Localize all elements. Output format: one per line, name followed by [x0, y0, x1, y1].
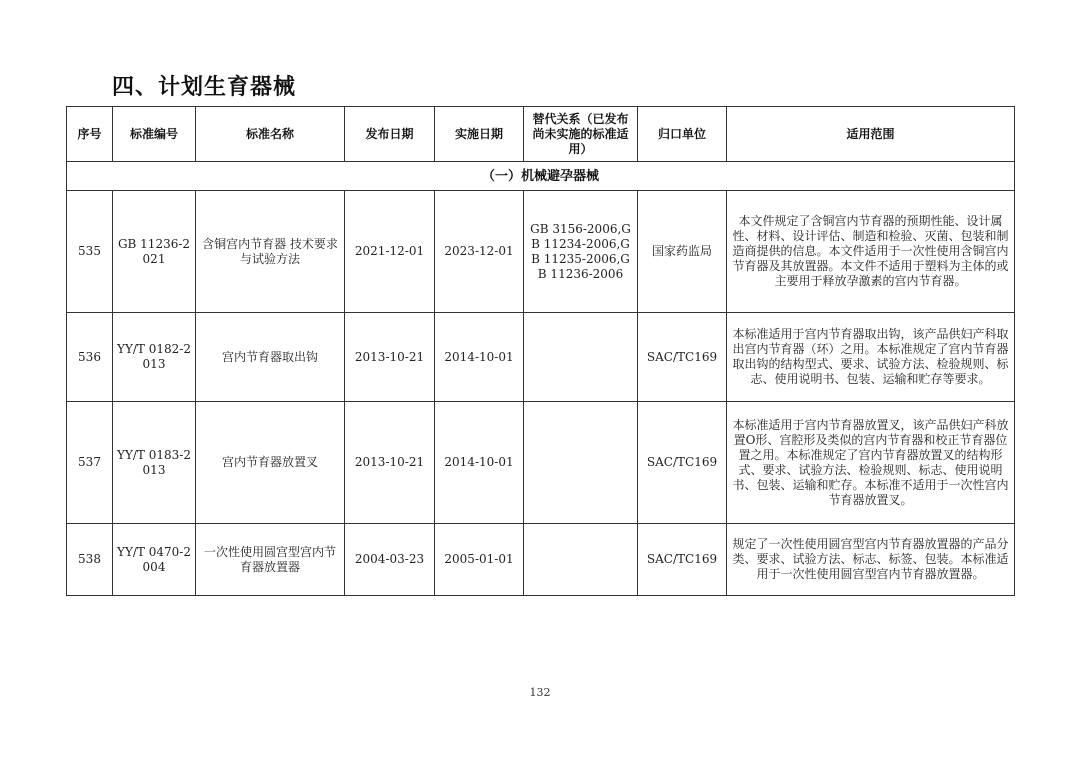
cell-scope: 本标准适用于宫内节育器放置叉，该产品供妇产科放置O形、宫腔形及类似的宫内节育器和校正节育器位置之用。本标准规定了宫内节育器放置叉的结构形式、要求、试验方法、检验规则、标志、使用说明书、包装、运输和贮存。本标准不适用于一次性宫内节育器放置叉。: [727, 402, 1015, 524]
section-row: [67, 162, 1015, 191]
cell-implement-date: 2014-10-01: [435, 402, 524, 524]
table-row: [67, 402, 1015, 524]
cell-publish-date: 2013-10-21: [345, 402, 435, 524]
cell-seq: 538: [67, 524, 113, 596]
cell-unit: SAC/TC169: [638, 402, 727, 524]
header-row: [67, 107, 1015, 162]
header-seq: 序号: [67, 107, 113, 162]
cell-unit: 国家药监局: [638, 191, 727, 313]
cell-code: YY/T 0183-2013: [113, 402, 196, 524]
table-row: [67, 313, 1015, 402]
cell-code: YY/T 0182-2013: [113, 313, 196, 402]
cell-publish-date: 2021-12-01: [345, 191, 435, 313]
cell-replacement: [524, 313, 638, 402]
header-replacement: 替代关系（已发布尚未实施的标准适用）: [524, 107, 638, 162]
cell-replacement: [524, 524, 638, 596]
cell-implement-date: 2023-12-01: [435, 191, 524, 313]
cell-name: 含铜宫内节育器 技术要求与试验方法: [196, 191, 345, 313]
cell-scope: 本标准适用于宫内节育器取出钩，该产品供妇产科取出宫内节育器（环）之用。本标准规定了宫内节育器取出钩的结构型式、要求、试验方法、检验规则、标志、使用说明书、包装、运输和贮存等要求。: [727, 313, 1015, 402]
standards-table: [66, 106, 1015, 596]
header-publish-date: 发布日期: [345, 107, 435, 162]
cell-code: GB 11236-2021: [113, 191, 196, 313]
cell-replacement: GB 3156-2006,GB 11234-2006,GB 11235-2006,GB 11236-2006: [524, 191, 638, 313]
page-title: 四、计划生育器械: [112, 75, 297, 100]
table-row: [67, 191, 1015, 313]
cell-seq: 537: [67, 402, 113, 524]
cell-implement-date: 2014-10-01: [435, 313, 524, 402]
cell-scope: 规定了一次性使用圆宫型宫内节育器放置器的产品分类、要求、试验方法、标志、标签、包装。本标准适用于一次性使用圆宫型宫内节育器放置器。: [727, 524, 1015, 596]
page-number: 132: [529, 686, 551, 699]
cell-seq: 535: [67, 191, 113, 313]
cell-name: 一次性使用圆宫型宫内节育器放置器: [196, 524, 345, 596]
cell-code: YY/T 0470-2004: [113, 524, 196, 596]
cell-publish-date: 2004-03-23: [345, 524, 435, 596]
header-scope: 适用范围: [727, 107, 1015, 162]
header-unit: 归口单位: [638, 107, 727, 162]
cell-seq: 536: [67, 313, 113, 402]
cell-publish-date: 2013-10-21: [345, 313, 435, 402]
cell-scope: 本文件规定了含铜宫内节育器的预期性能、设计属性、材料、设计评估、制造和检验、灭菌、包装和制造商提供的信息。本文件适用于一次性使用含铜宫内节育器及其放置器。本文件不适用于塑料为主体的或主要用于释放孕激素的宫内节育器。: [727, 191, 1015, 313]
cell-name: 宫内节育器取出钩: [196, 313, 345, 402]
header-name: 标准名称: [196, 107, 345, 162]
section-title: （一）机械避孕器械: [67, 162, 1015, 191]
header-implement-date: 实施日期: [435, 107, 524, 162]
cell-replacement: [524, 402, 638, 524]
cell-implement-date: 2005-01-01: [435, 524, 524, 596]
cell-unit: SAC/TC169: [638, 313, 727, 402]
cell-name: 宫内节育器放置叉: [196, 402, 345, 524]
table-row: [67, 524, 1015, 596]
header-code: 标准编号: [113, 107, 196, 162]
cell-unit: SAC/TC169: [638, 524, 727, 596]
